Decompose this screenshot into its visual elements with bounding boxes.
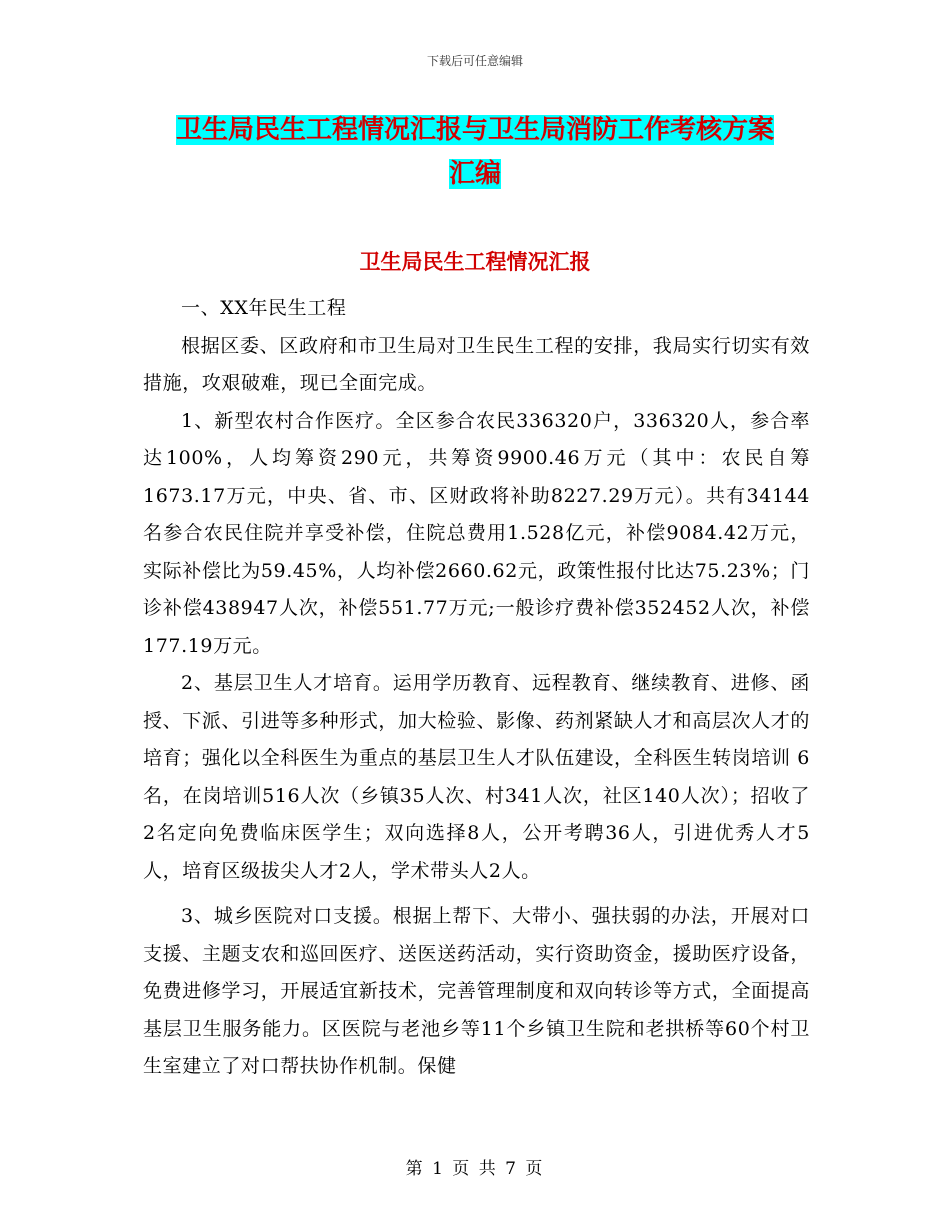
paragraph-item-2: 2、基层卫生人才培育。运用学历教育、远程教育、继续教育、进修、函授、下派、引进等多种形式，加大检验、影像、药剂紧缺人才和高层次人才的培育；强化以全科医生为重点的基层卫生人才队伍建设，全科医生转岗培训 6名，在岗培训516人次（乡镇35人次、村341人次，社区140人次）；招收了2名定向免费临床医学生；双向选择8人，公开考聘36人，引进优秀人才5人，培育区级拔尖人才2人，学术带头人2人。 <box>143 672 810 882</box>
document-title <box>150 108 800 196</box>
page-header-note: 下载后可任意编辑 <box>426 54 523 68</box>
page-number-footer: 第 1 页 共 7 页 <box>405 1159 545 1179</box>
document-title-line-2: 汇编 <box>448 159 501 189</box>
paragraph-heading: 一、XX年民生工程 <box>181 297 347 319</box>
paragraph-item-1: 1、新型农村合作医疗。全区参合农民336320户，336320人，参合率达100%，人均筹资290元，共筹资9900.46万元（其中：农民自筹1673.17万元，中央、省、市、区财政将补助8227.29万元）。共有34144名参合农民住院并享受补偿，住院总费用1.528亿元，补偿9084.42万元，实际补偿比为59.45%，人均补偿2660.62元，政策性报付比达75.23%；门诊补偿438947人次，补偿551.77万元;一般诊疗费补偿352452人次，补偿177.19万元。 <box>143 409 810 657</box>
section-title: 卫生局民生工程情况汇报 <box>359 249 591 274</box>
paragraph-item-3: 3、城乡医院对口支援。根据上帮下、大带小、强扶弱的办法，开展对口支援、主题支农和巡回医疗、送医送药活动，实行资助资金，援助医疗设备，免费进修学习，开展适宜新技术，完善管理制度和双向转诊等方式，全面提高基层卫生服务能力。区医院与老池乡等11个乡镇卫生院和老拱桥等60个村卫生室建立了对口帮扶协作机制。保健 <box>143 905 810 1077</box>
document-title-line-1: 卫生局民生工程情况汇报与卫生局消防工作考核方案 <box>175 115 774 145</box>
paragraph-intro: 根据区委、区政府和市卫生局对卫生民生工程的安排，我局实行切实有效措施，攻艰破难，现已全面完成。 <box>143 334 810 394</box>
document-body <box>143 290 810 1086</box>
